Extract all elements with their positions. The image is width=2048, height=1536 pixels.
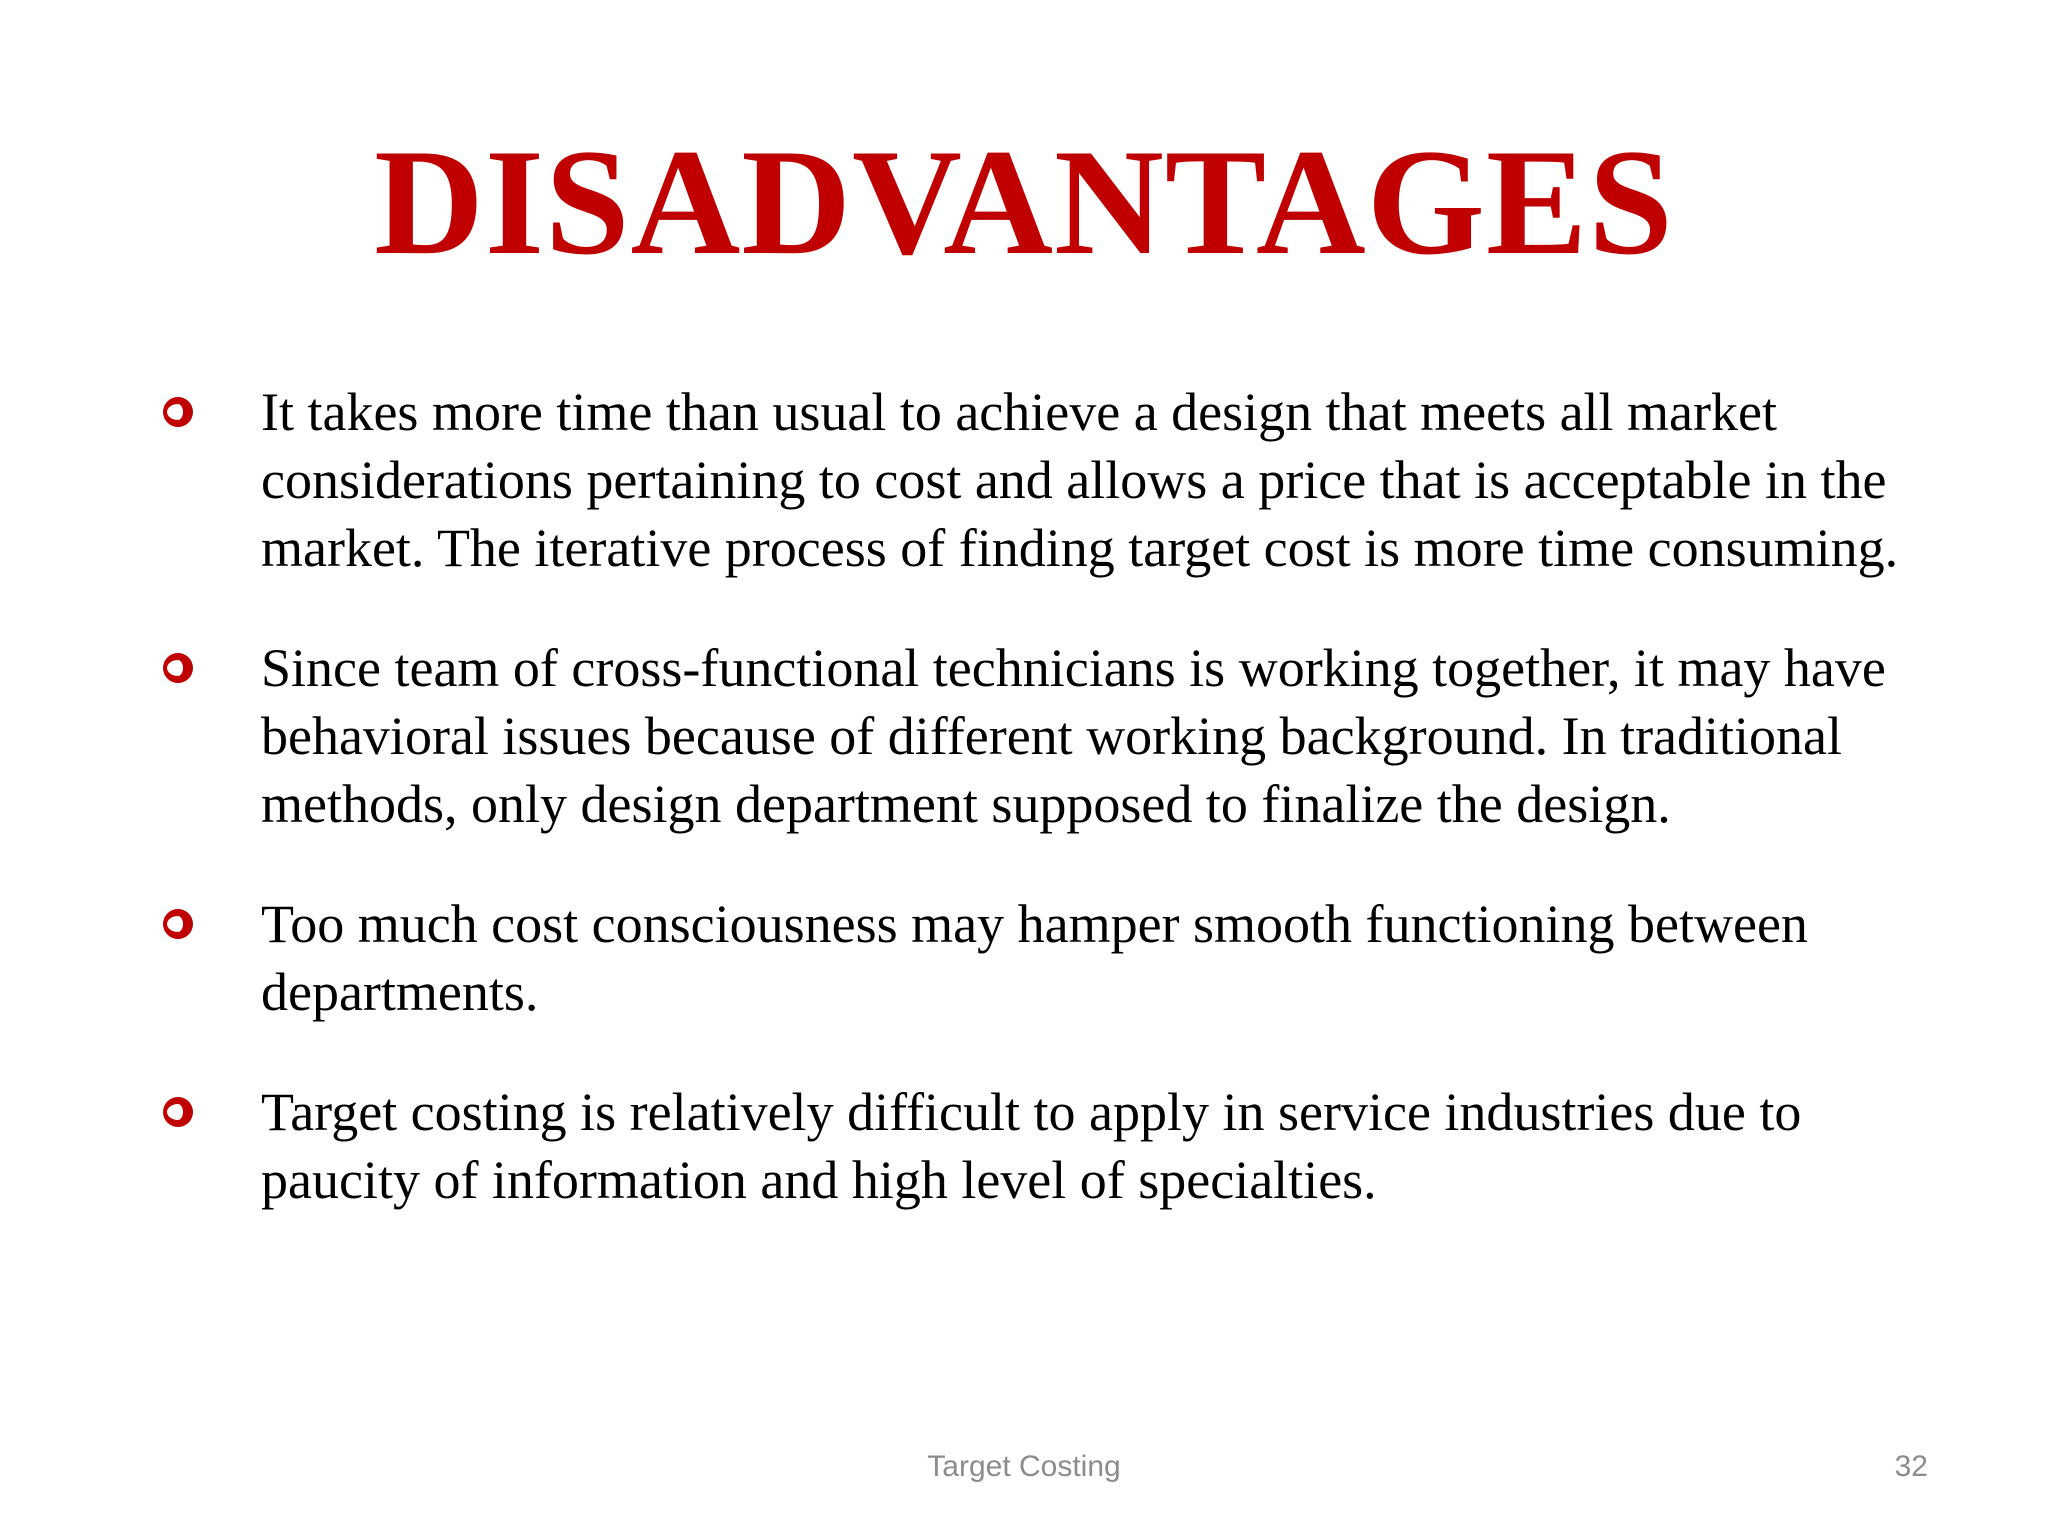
slide-title: DISADVANTAGES <box>374 118 1674 286</box>
bullet-item <box>160 634 1920 838</box>
bullet-text: Since team of cross-functional technicians is working together, it may have behavioral issues because of different working background. In traditional methods, only design department supposed to finalize the design. <box>261 638 1886 834</box>
bullet-circle-icon <box>163 397 193 427</box>
bullet-circle-icon <box>163 1097 193 1127</box>
bullet-text: Too much cost consciousness may hamper smooth functioning between departments. <box>261 894 1808 1022</box>
bullet-text: It takes more time than usual to achieve a design that meets all market considerations pertaining to cost and allows a price that is acceptable in the market. The iterative process of finding target cost is more time consuming. <box>261 382 1899 578</box>
bullet-circle-icon <box>163 909 193 939</box>
bullet-item <box>160 1078 1920 1214</box>
bullet-item <box>160 378 1920 582</box>
bullet-list <box>160 378 1920 1266</box>
footer-label: Target Costing <box>927 1450 1121 1483</box>
page-number: 32 <box>1894 1450 1928 1483</box>
bullet-circle-icon <box>163 653 193 683</box>
bullet-text: Target costing is relatively difficult to apply in service industries due to paucity of information and high level of specialties. <box>261 1082 1802 1210</box>
bullet-item <box>160 890 1920 1026</box>
